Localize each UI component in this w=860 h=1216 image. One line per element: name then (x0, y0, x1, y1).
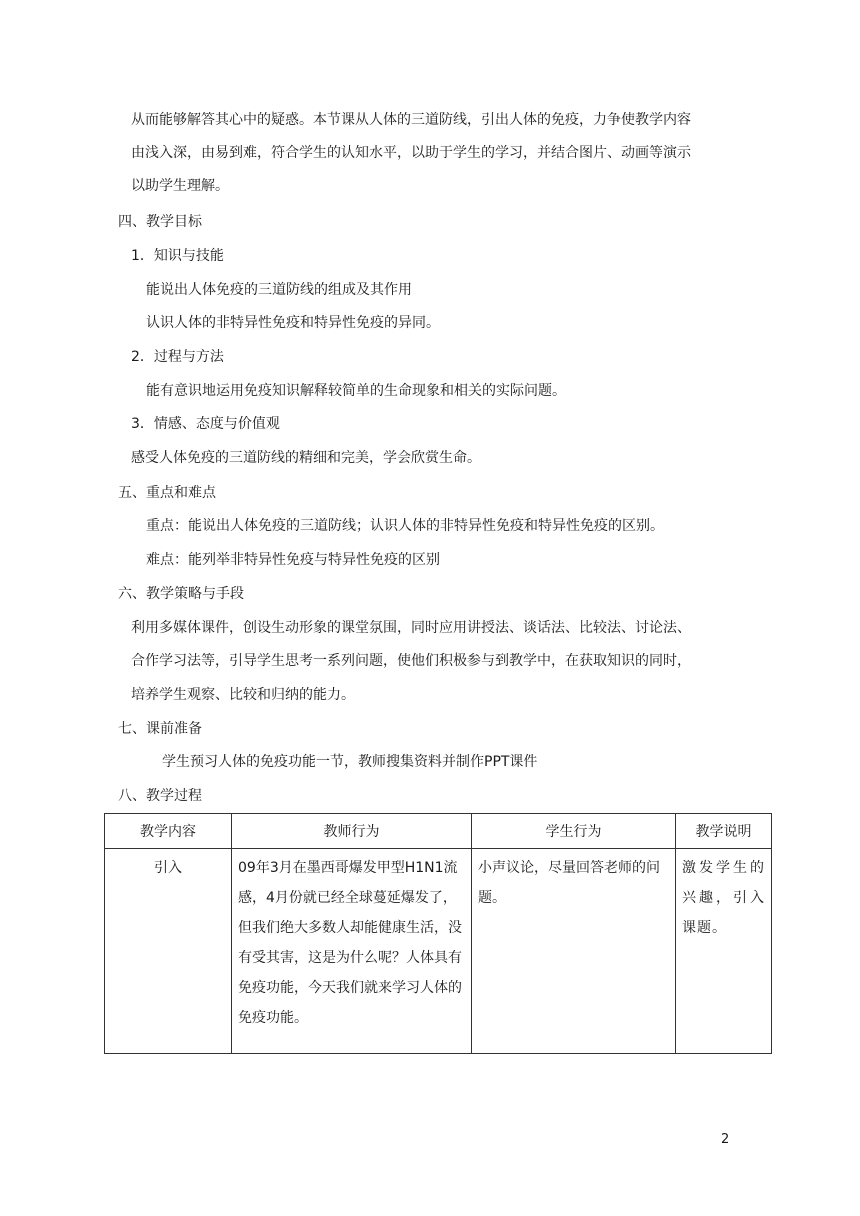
section-7-heading: 七、课前准备 (118, 721, 202, 737)
objective-3-item-1: 感受人体免疫的三道防线的精细和完美，学会欣赏生命。 (131, 450, 481, 466)
key-point: 重点：能说出人体免疫的三道防线；认识人体的非特异性免疫和特异性免疫的区别。 (146, 518, 664, 534)
cell-note (676, 849, 772, 1054)
cell-teacher (232, 849, 472, 1054)
objective-2-item-1: 能有意识地运用免疫知识解释较简单的生命现象和相关的实际问题。 (146, 383, 566, 399)
header-student: 学生行为 (472, 814, 676, 849)
header-note: 教学说明 (676, 814, 772, 849)
objective-1-item-2: 认识人体的非特异性免疫和特异性免疫的异同。 (146, 315, 440, 331)
intro-line-2: 由浅入深，由易到难，符合学生的认知水平，以助于学生的学习，并结合图片、动画等演示 (131, 145, 691, 161)
section-6-heading: 六、教学策略与手段 (118, 586, 244, 602)
header-teacher: 教师行为 (232, 814, 472, 849)
teaching-process-table (104, 813, 772, 1054)
cell-note-text: 激发学生的兴趣，引入课题。 (682, 860, 765, 936)
header-content: 教学内容 (105, 814, 232, 849)
difficulty: 难点：能列举非特异性免疫与特异性免疫的区别 (146, 552, 440, 568)
objective-3-title: 3．情感、态度与价值观 (131, 416, 280, 432)
cell-content (105, 849, 232, 1054)
section-4-heading: 四、教学目标 (118, 214, 202, 230)
table-row (105, 849, 772, 1054)
objective-1-item-1: 能说出人体免疫的三道防线的组成及其作用 (146, 282, 412, 298)
section-5-heading: 五、重点和难点 (118, 485, 216, 501)
table-header-row (105, 814, 772, 849)
intro-line-1: 从而能够解答其心中的疑惑。本节课从人体的三道防线，引出人体的免疫，力争使教学内容 (131, 112, 691, 128)
cell-content-text: 引入 (154, 860, 182, 876)
strategy-line-2: 合作学习法等，引导学生思考一系列问题，使他们积极参与到教学中，在获取知识的同时， (131, 653, 691, 669)
page-number: 2 (721, 1132, 730, 1147)
objective-1-title: 1．知识与技能 (131, 248, 224, 264)
intro-line-3: 以助学生理解。 (131, 178, 229, 194)
cell-student-text: 小声议论，尽量回答老师的问题。 (478, 860, 660, 906)
cell-teacher-text: 09年3月在墨西哥爆发甲型H1N1流感，4月份就已经全球蔓延爆发了，但我们绝大多数人却能健康生活，没有受其害，这是为什么呢？人体具有免疫功能，今天我们就来学习人体的免疫功能。 (238, 860, 462, 1026)
strategy-line-1: 利用多媒体课件，创设生动形象的课堂氛围，同时应用讲授法、谈话法、比较法、讨论法、 (131, 620, 691, 636)
preparation-text: 学生预习人体的免疫功能一节，教师搜集资料并制作PPT课件 (162, 754, 538, 770)
objective-2-title: 2．过程与方法 (131, 349, 224, 365)
strategy-line-3: 培养学生观察、比较和归纳的能力。 (131, 687, 355, 703)
cell-student (472, 849, 676, 1054)
section-8-heading: 八、教学过程 (118, 788, 202, 804)
